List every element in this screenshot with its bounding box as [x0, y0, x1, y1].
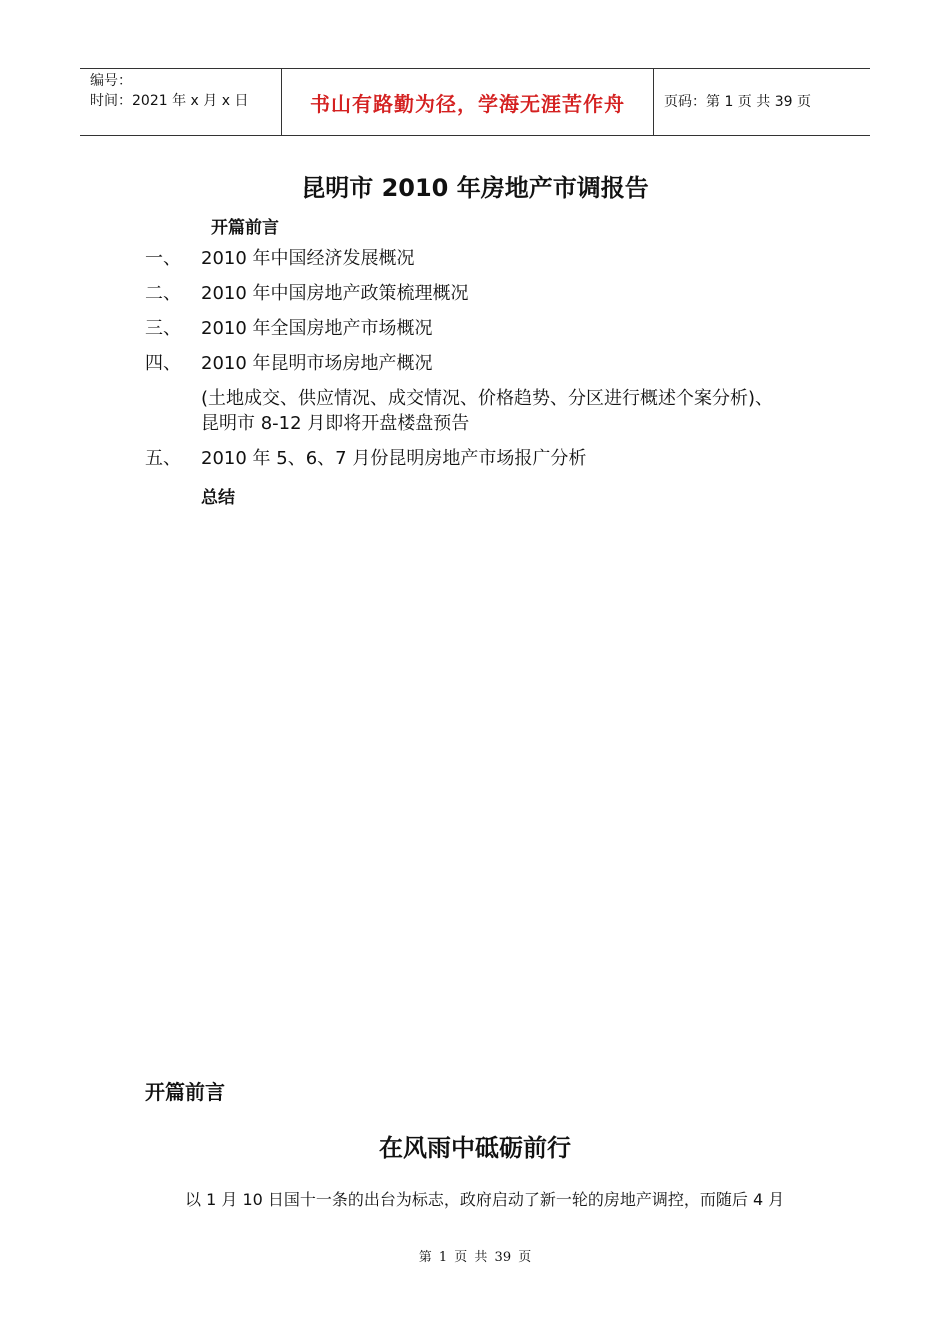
toc-item-5	[145, 447, 586, 471]
section-title: 在风雨中砥砺前行	[379, 1134, 571, 1162]
toc-number: 五、	[145, 448, 181, 469]
page-info: 页码：第 1 页 共 39 页	[664, 94, 811, 110]
number-label: 编号：	[90, 73, 132, 89]
toc-number: 三、	[145, 318, 181, 339]
header-meta-cell	[80, 69, 281, 135]
header-page-cell	[654, 69, 870, 135]
toc-item-4	[145, 352, 433, 376]
time-label: 时间：2021 年 x 月 x 日	[90, 93, 249, 109]
toc-item-1	[145, 247, 415, 271]
toc-text: 2010 年 5、6、7 月份昆明房地产市场报广分析	[201, 448, 587, 469]
toc-item-2	[145, 282, 469, 306]
page-footer: 第 1 页 共 39 页	[418, 1250, 532, 1265]
body-paragraph: 以 1 月 10 日国十一条的出台为标志，政府启动了新一轮的房地产调控，而随后 4 月	[185, 1190, 785, 1209]
toc-text: 2010 年中国房地产政策梳理概况	[201, 283, 469, 304]
section-heading: 开篇前言	[145, 1080, 225, 1104]
header-motto-cell	[281, 69, 654, 135]
toc-text: 2010 年全国房地产市场概况	[201, 318, 433, 339]
header-table	[80, 68, 870, 136]
toc-text: 2010 年昆明市场房地产概况	[201, 353, 433, 374]
intro-heading: 开篇前言	[211, 218, 279, 238]
toc-text: 2010 年中国经济发展概况	[201, 248, 415, 269]
toc-item-3	[145, 317, 433, 341]
toc-number: 一、	[145, 248, 181, 269]
toc-number: 四、	[145, 353, 181, 374]
document-title: 昆明市 2010 年房地产市调报告	[301, 174, 649, 202]
summary-heading: 总结	[201, 488, 235, 508]
toc-item-4-detail-line-1: (土地成交、供应情况、成交情况、价格趋势、分区进行概述个案分析)、	[201, 388, 774, 409]
toc-item-4-detail-line-2: 昆明市 8-12 月即将开盘楼盘预告	[201, 413, 470, 434]
toc-number: 二、	[145, 283, 181, 304]
motto-text: 书山有路勤为径，学海无涯苦作舟	[310, 91, 625, 116]
